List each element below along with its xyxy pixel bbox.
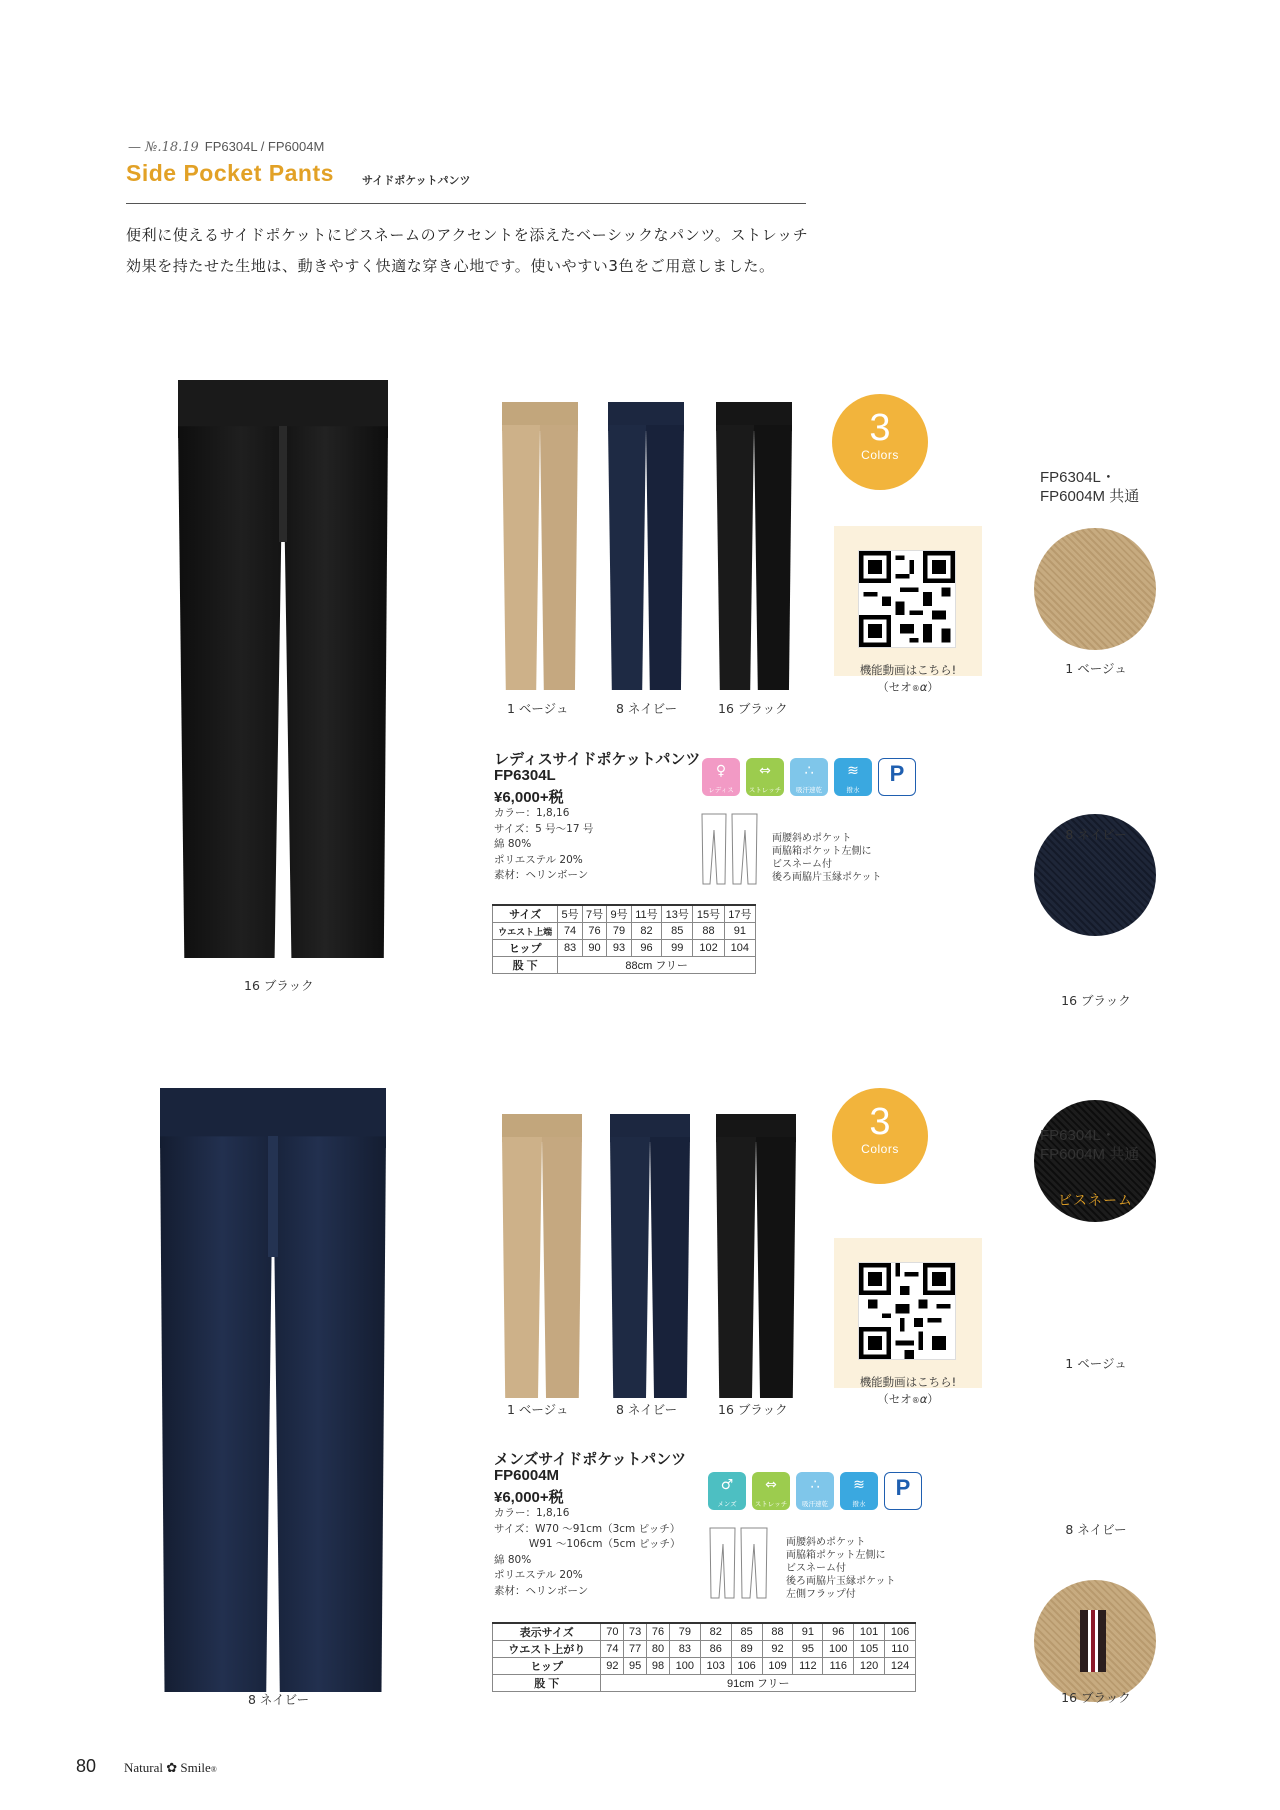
- mens-product-name: メンズサイドポケットパンツ: [494, 1450, 687, 1468]
- mens-line-drawing: [708, 1526, 770, 1600]
- mens-qr-box: [834, 1238, 982, 1406]
- ladies-specs: カラー：1,8,16 サイズ：5 号～17 号 綿 80% ポリエステル 20% 素材：ヘリンボーン: [494, 807, 594, 881]
- ladies-qr-box: [834, 526, 982, 694]
- sweat-absorb-icon: ∴ 吸汗速乾: [790, 758, 828, 796]
- mens-variant-caption-3: 16 ブラック: [718, 1402, 788, 1417]
- water-repellent-icon: ≋ 撥水: [834, 758, 872, 796]
- intro-line-1: 便利に使えるサイドポケットにビスネームのアクセントを添えたベーシックなパンツ。ストレッチ: [126, 226, 809, 244]
- sweat-absorb-icon: ∴ 吸汗速乾: [796, 1472, 834, 1510]
- brand-p-icon: P: [878, 758, 916, 796]
- bisname-caption-beige: 1 ベージュ: [1065, 1356, 1127, 1371]
- intro-text: [126, 220, 826, 282]
- mens-variant-caption-2: 8 ネイビー: [616, 1402, 678, 1417]
- water-repellent-icon: ≋ 撥水: [840, 1472, 878, 1510]
- qr-code-icon[interactable]: [858, 550, 956, 648]
- page-number: 80: [76, 1756, 97, 1776]
- stretch-icon: ⇔ ストレッチ: [752, 1472, 790, 1510]
- ladies-size-table: サイズ 5号 7号 9号 11号 13号 15号 17号 ウエスト上端 74 76 79 82 85 88 91 ヒップ 83 90 93 96 99 102 104 股 下 88cm フリー: [492, 904, 756, 974]
- ladies-variant-navy-image: [608, 402, 684, 690]
- mens-specs: カラー：1,8,16 サイズ：W70 ～91cm（3cm ピッチ） W91 ～106cm（5cm ピッチ） 綿 80% ポリエステル 20% 素材：ヘリンボーン: [494, 1507, 681, 1597]
- mens-features: 両腰斜めポケット 両脇箱ポケット左側に ビスネーム付 後ろ両脇片玉縁ポケット 左側フラップ付: [786, 1537, 896, 1600]
- common-label-mens: FP6304L・ FP6004M 共通: [1040, 1127, 1140, 1163]
- title-rule: [126, 203, 806, 204]
- stretch-icon: ⇔ ストレッチ: [746, 758, 784, 796]
- qr-code-icon[interactable]: [858, 1262, 956, 1360]
- ladies-product-code: FP6304L: [494, 767, 556, 784]
- ladies-variant-caption-2: 8 ネイビー: [616, 701, 678, 716]
- brand-logo: Natural ✿ Smile®: [124, 1760, 217, 1775]
- colors-badge: [832, 394, 928, 490]
- colors-count: 3: [869, 407, 891, 449]
- product-codes: FP6304L / FP6004M: [204, 139, 325, 154]
- ladies-line-drawing: [700, 812, 760, 886]
- series-number: — №.18.19 FP6304L / FP6004M: [128, 139, 325, 155]
- bisname-caption-navy: 8 ネイビー: [1065, 1522, 1127, 1537]
- ladies-variant-black-image: [716, 402, 792, 690]
- swatch-caption-beige: 1 ベージュ: [1065, 661, 1127, 676]
- mens-feature-icons: [708, 1472, 922, 1510]
- mens-icon: ♂ メンズ: [708, 1472, 746, 1510]
- mens-variant-beige-image: [502, 1114, 582, 1398]
- intro-line-2: 効果を持たせた生地は、動きやすく快適な穿き心地です。使いやすい3色をご用意しました。: [126, 257, 775, 275]
- colors-label: Colors: [861, 448, 899, 462]
- mens-variant-caption-1: 1 ベージュ: [507, 1402, 569, 1417]
- colors-label: Colors: [861, 1142, 899, 1156]
- ladies-product-name: レディスサイドポケットパンツ: [494, 750, 701, 768]
- page-title-jp: サイドポケットパンツ: [362, 174, 471, 187]
- ladies-features: 両腰斜めポケット 両脇箱ポケット左側に ビスネーム付 後ろ両脇片玉縁ポケット: [772, 833, 882, 883]
- colors-count: 3: [869, 1101, 891, 1143]
- mens-main-caption: 8 ネイビー: [248, 1692, 310, 1707]
- page-title: Side Pocket Pants: [126, 160, 334, 186]
- swatch-caption-black: 16 ブラック: [1061, 993, 1131, 1008]
- swatch-caption-navy: 8 ネイビー: [1065, 827, 1127, 842]
- brand-p-icon: P: [884, 1472, 922, 1510]
- mens-size-table: 表示サイズ 70 73 76 79 82 85 88 91 96 101 106 ウエスト上がり 74 77 80 83 86 89 92 95 100 105 110 ヒップ 92 95 98 100 103 106 109 112 116 120 124 股 下 91cm フリー: [492, 1622, 916, 1692]
- ladies-variant-beige-image: [502, 402, 578, 690]
- swatch-beige: [1034, 528, 1156, 650]
- ladies-variant-caption-3: 16 ブラック: [718, 701, 788, 716]
- ladies-feature-icons: [702, 758, 916, 796]
- ladies-main-caption: 16 ブラック: [244, 978, 314, 993]
- qr-caption: 機能動画はこちら! （セオ®α）: [859, 1375, 957, 1406]
- mens-product-code: FP6004M: [494, 1467, 560, 1484]
- colors-badge-mens: [832, 1088, 928, 1184]
- mens-price: ¥6,000+税: [494, 1489, 564, 1506]
- mens-variant-navy-image: [610, 1114, 690, 1398]
- common-label: FP6304L・ FP6004M 共通: [1040, 469, 1140, 505]
- ladies-variant-caption-1: 1 ベージュ: [507, 701, 569, 716]
- mens-variant-black-image: [716, 1114, 796, 1398]
- bisname-caption-black: 16 ブラック: [1061, 1690, 1131, 1705]
- bisname-label: ビスネーム: [1058, 1193, 1133, 1209]
- ladies-icon: ♀ レディス: [702, 758, 740, 796]
- qr-caption: 機能動画はこちら! （セオ®α）: [859, 663, 957, 694]
- ladies-price: ¥6,000+税: [494, 789, 564, 806]
- mens-main-pants-image: [160, 1088, 386, 1692]
- bisname-swatch-beige: [1034, 1580, 1156, 1702]
- ladies-main-pants-image: [178, 380, 388, 958]
